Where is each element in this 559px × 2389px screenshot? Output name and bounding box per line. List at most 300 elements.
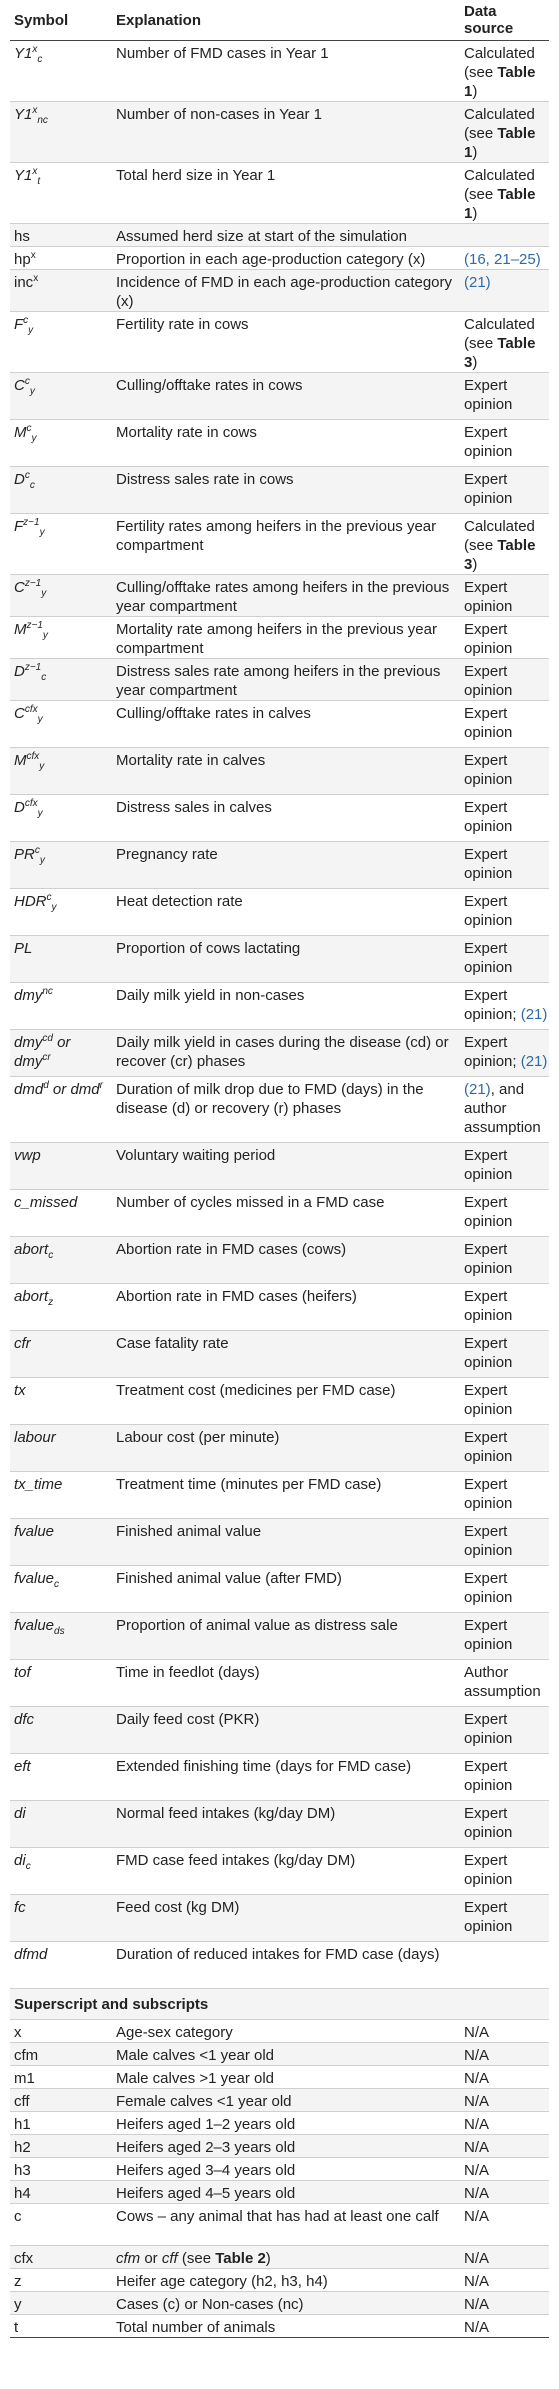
explanation-cell (112, 1030, 460, 1077)
table-row (10, 2204, 549, 2246)
symbol-subscript: y (39, 527, 45, 538)
explanation-cell (112, 2020, 460, 2043)
table-row (10, 1331, 549, 1378)
explanation-cell (112, 1942, 460, 1989)
table-row (10, 2135, 549, 2158)
source-cell (460, 312, 549, 373)
table-row (10, 2315, 549, 2338)
explanation-text: Distress sales rate in cows (116, 471, 294, 488)
symbol-superscript: nc (42, 986, 53, 997)
source-cell: N/A (460, 2135, 549, 2158)
explanation-cell (112, 163, 460, 224)
symbol-superscript: c (26, 423, 32, 434)
source-cell (460, 1331, 549, 1378)
reference-link: (21) (464, 274, 491, 291)
table-reference: Table 1 (464, 125, 536, 161)
explanation-text: Daily milk yield in non-cases (116, 987, 305, 1004)
symbol-cell (10, 247, 112, 270)
explanation-text: Fertility rate in cows (116, 316, 249, 333)
table-row (10, 2112, 549, 2135)
source-text: Expert opinion (464, 1758, 513, 1794)
symbol-cell (10, 1030, 112, 1077)
table-row (10, 1754, 549, 1801)
table-row (10, 1472, 549, 1519)
table-row (10, 1801, 549, 1848)
symbol-superscript: r (99, 1080, 103, 1091)
source-cell (460, 1472, 549, 1519)
symbol-cell (10, 1237, 112, 1284)
symbol-base: fvalue (14, 1570, 55, 1587)
reference-link: (21) (520, 1053, 548, 1070)
explanation-text: Mortality rate in cows (116, 424, 257, 441)
source-text: ) (472, 144, 478, 161)
source-text: Expert opinion (464, 1476, 513, 1512)
symbol-base: labour (14, 1429, 56, 1446)
source-text: Expert opinion (464, 1852, 513, 1888)
explanation-text: Assumed herd size at start of the simulation (116, 228, 407, 245)
source-cell (460, 247, 549, 270)
symbol-cell (10, 1472, 112, 1519)
symbol-base: dmy (14, 1053, 43, 1070)
symbol-subscript: y (39, 855, 45, 866)
symbol-cell: cfx (10, 2246, 112, 2269)
explanation-text: Culling/offtake rates among heifers in the previous year compartment (116, 579, 450, 615)
explanation-cell (112, 2135, 460, 2158)
symbol-base: Y1 (14, 167, 33, 184)
table-row (10, 2043, 549, 2066)
symbol-superscript: cfx (24, 704, 38, 715)
source-text: Expert opinion (464, 1288, 513, 1324)
source-cell: N/A (460, 2292, 549, 2315)
source-text: Expert opinion (464, 621, 513, 657)
symbol-subscript: c (29, 480, 35, 491)
explanation-cell (112, 1143, 460, 1190)
symbol-subscript: c (41, 672, 47, 683)
explanation-text: Daily feed cost (PKR) (116, 1711, 260, 1728)
source-cell (460, 842, 549, 889)
table-row (10, 247, 549, 270)
explanation-cell (112, 748, 460, 795)
table-row (10, 1895, 549, 1942)
explanation-cell (112, 373, 460, 420)
explanation-text: Heifers aged 3–4 years old (116, 2162, 296, 2179)
explanation-text: Duration of milk drop due to FMD (days) in the disease (d) or recovery (r) phases (116, 1081, 424, 1117)
symbol-superscript: c (34, 845, 40, 856)
symbol-cell: z (10, 2269, 112, 2292)
symbol-cell (10, 1425, 112, 1472)
explanation-text: Incidence of FMD in each age-production category (x) (116, 274, 453, 310)
table-row (10, 1425, 549, 1472)
explanation-cell (112, 224, 460, 247)
table-row (10, 701, 549, 748)
symbol-superscript: c (24, 376, 30, 387)
explanation-cell (112, 1425, 460, 1472)
section-label: Superscript and subscripts (10, 1989, 549, 2020)
explanation-text: Number of non-cases in Year 1 (116, 106, 322, 123)
symbol-base: hs (14, 228, 30, 245)
explanation-text: FMD case feed intakes (kg/day DM) (116, 1852, 356, 1869)
symbol-subscript: y (28, 325, 34, 336)
symbol-cell: y (10, 2292, 112, 2315)
table-row (10, 224, 549, 247)
symbol-subscript: y (37, 808, 43, 819)
table-row (10, 1030, 549, 1077)
symbol-cell (10, 1848, 112, 1895)
explanation-text: Distress sales rate among heifers in the previous year compartment (116, 663, 441, 699)
explanation-cell (112, 617, 460, 659)
source-cell (460, 467, 549, 514)
source-cell (460, 889, 549, 936)
source-cell (460, 701, 549, 748)
source-text: Calculated (see (464, 45, 535, 81)
source-text: Expert opinion (464, 377, 513, 413)
explanation-cell (112, 247, 460, 270)
explanation-text: Heifer age category (h2, h3, h4) (116, 2273, 328, 2290)
explanation-cell (112, 1237, 460, 1284)
symbol-base: tx (14, 1382, 26, 1399)
explanation-text: Voluntary waiting period (116, 1147, 276, 1164)
explanation-cell (112, 1190, 460, 1237)
source-cell (460, 1942, 549, 1989)
symbol-cell (10, 1284, 112, 1331)
symbol-base: cfr (14, 1335, 31, 1352)
table-row (10, 163, 549, 224)
source-text: Expert opinion (464, 424, 513, 460)
symbol-cell (10, 659, 112, 701)
source-text: Expert opinion (464, 663, 513, 699)
source-cell (460, 373, 549, 420)
symbol-cell (10, 1707, 112, 1754)
explanation-text: Mortality rate in calves (116, 752, 266, 769)
symbol-cell (10, 1660, 112, 1707)
symbol-superscript: x (32, 166, 38, 177)
explanation-text: Case fatality rate (116, 1335, 229, 1352)
symbol-cell (10, 373, 112, 420)
table-reference: Table 3 (464, 335, 536, 371)
source-cell (460, 1425, 549, 1472)
table-row (10, 41, 549, 102)
explanation-text: Number of cycles missed in a FMD case (116, 1194, 385, 1211)
source-text: Expert opinion; (464, 1034, 521, 1070)
symbol-base: dfmd (14, 1946, 48, 1963)
table-row (10, 795, 549, 842)
symbol-cell (10, 312, 112, 373)
symbol-cell (10, 270, 112, 312)
symbol-base: dmd (14, 1081, 44, 1098)
explanation-text: Normal feed intakes (kg/day DM) (116, 1805, 336, 1822)
symbol-cell (10, 467, 112, 514)
table-row (10, 312, 549, 373)
explanation-cell (112, 467, 460, 514)
source-cell (460, 983, 549, 1030)
source-cell (460, 1613, 549, 1660)
source-cell: N/A (460, 2269, 549, 2292)
source-cell (460, 102, 549, 163)
explanation-cell (112, 1331, 460, 1378)
explanation-cell (112, 1077, 460, 1143)
symbol-base: C (14, 705, 25, 722)
symbol-base: PL (14, 940, 33, 957)
explanation-cell (112, 2269, 460, 2292)
symbol-base: PR (14, 846, 35, 863)
symbol-base: M (14, 424, 27, 441)
symbol-base: fvalue (14, 1617, 55, 1634)
source-cell (460, 936, 549, 983)
source-cell (460, 514, 549, 575)
symbol-cell: m1 (10, 2066, 112, 2089)
explanation-cell (112, 795, 460, 842)
explanation-cell (112, 1801, 460, 1848)
table-row (10, 373, 549, 420)
symbol-superscript: cr (42, 1052, 51, 1063)
explanation-cell (112, 1378, 460, 1425)
table-row (10, 2246, 549, 2269)
table-reference: Table 3 (464, 537, 536, 573)
source-text: ) (472, 205, 478, 222)
table-row (10, 1848, 549, 1895)
symbol-base: eft (14, 1758, 31, 1775)
table-row (10, 2158, 549, 2181)
symbol-base: dmd (70, 1081, 100, 1098)
explanation-text: Proportion of cows lactating (116, 940, 301, 957)
source-cell (460, 795, 549, 842)
symbol-base: di (14, 1852, 26, 1869)
section-row (10, 1989, 549, 2020)
symbol-cell (10, 575, 112, 617)
source-cell (460, 1848, 549, 1895)
explanation-text: Age-sex category (116, 2024, 233, 2041)
table-row (10, 514, 549, 575)
table-row (10, 575, 549, 617)
symbol-cell: h4 (10, 2181, 112, 2204)
table-header-row (10, 0, 549, 41)
explanation-text: Treatment time (minutes per FMD case) (116, 1476, 382, 1493)
symbol-superscript: d (43, 1080, 49, 1091)
source-text: Expert opinion (464, 1194, 513, 1230)
symbol-cell (10, 701, 112, 748)
symbol-cell (10, 514, 112, 575)
source-text: Expert opinion (464, 705, 513, 741)
explanation-cell (112, 575, 460, 617)
explanation-cell (112, 2089, 460, 2112)
source-text: Expert opinion (464, 1899, 513, 1935)
symbol-table (10, 0, 549, 2338)
source-text: Expert opinion (464, 893, 513, 929)
source-text: Expert opinion (464, 471, 513, 507)
table-reference: Table 1 (464, 186, 536, 222)
source-text: Expert opinion (464, 579, 513, 615)
explanation-cell (112, 2043, 460, 2066)
symbol-base: F (14, 518, 24, 535)
symbol-base: dmy (14, 987, 43, 1004)
explanation-text: Treatment cost (medicines per FMD case) (116, 1382, 396, 1399)
explanation-cell (112, 983, 460, 1030)
explanation-cell (112, 1519, 460, 1566)
symbol-base: hp (14, 251, 31, 268)
explanation-cell (112, 2181, 460, 2204)
table-row (10, 617, 549, 659)
source-cell (460, 1519, 549, 1566)
symbol-superscript: cd (42, 1033, 53, 1044)
explanation-cell (112, 2292, 460, 2315)
explanation-text: Finished animal value (116, 1523, 262, 1540)
symbol-connector: or (52, 1034, 71, 1051)
explanation-cell (112, 2315, 460, 2338)
explanation-cell (112, 1848, 460, 1895)
source-cell: N/A (460, 2315, 549, 2338)
explanation-cell (112, 1754, 460, 1801)
symbol-base: F (14, 316, 24, 333)
source-cell: N/A (460, 2089, 549, 2112)
explanation-text: Culling/offtake rates in cows (116, 377, 303, 394)
explanation-cell (112, 102, 460, 163)
symbol-cell (10, 224, 112, 247)
table-row (10, 1284, 549, 1331)
symbol-subscript: y (37, 714, 43, 725)
source-text: ) (472, 354, 478, 371)
source-cell (460, 420, 549, 467)
symbol-base: di (14, 1805, 26, 1822)
symbol-cell (10, 748, 112, 795)
symbol-cell (10, 842, 112, 889)
explanation-text: Heat detection rate (116, 893, 243, 910)
explanation-text: Extended finishing time (days for FMD case) (116, 1758, 412, 1775)
explanation-cell (112, 312, 460, 373)
symbol-subscript: z (48, 1297, 54, 1308)
source-cell (460, 659, 549, 701)
explanation-cell (112, 41, 460, 102)
source-text: ) (472, 556, 478, 573)
source-text: Expert opinion (464, 1335, 513, 1371)
table-row (10, 842, 549, 889)
source-text: Expert opinion (464, 752, 513, 788)
explanation-text: Heifers aged 1–2 years old (116, 2116, 296, 2133)
reference-link: (21) (520, 1006, 548, 1023)
source-text: Expert opinion (464, 1711, 513, 1747)
source-cell: N/A (460, 2043, 549, 2066)
symbol-cell (10, 420, 112, 467)
source-cell (460, 224, 549, 247)
symbol-cell: h1 (10, 2112, 112, 2135)
source-cell (460, 1143, 549, 1190)
symbol-cell (10, 1895, 112, 1942)
symbol-subscript: y (29, 386, 35, 397)
symbol-base: HDR (14, 893, 47, 910)
explanation-cell (112, 1613, 460, 1660)
symbol-superscript: x (33, 273, 39, 284)
source-text: Expert opinion (464, 1429, 513, 1465)
symbol-base: M (14, 621, 27, 638)
table-row (10, 1707, 549, 1754)
explanation-cell (112, 2158, 460, 2181)
explanation-text: Male calves <1 year old (116, 2047, 274, 2064)
source-cell: N/A (460, 2112, 549, 2135)
explanation-cell (112, 420, 460, 467)
source-text: Author assumption (464, 1664, 541, 1700)
source-text: ) (472, 83, 478, 100)
symbol-base: Y1 (14, 106, 33, 123)
explanation-text: Heifers aged 4–5 years old (116, 2185, 296, 2202)
symbol-cell (10, 1378, 112, 1425)
table-row (10, 1378, 549, 1425)
source-text: Expert opinion (464, 940, 513, 976)
table-row (10, 1077, 549, 1143)
symbol-superscript: z−1 (24, 578, 42, 589)
explanation-cell (112, 1284, 460, 1331)
source-cell (460, 1190, 549, 1237)
source-cell: N/A (460, 2181, 549, 2204)
symbol-superscript: c (23, 315, 29, 326)
symbol-base: D (14, 663, 25, 680)
explanation-text: Daily milk yield in cases during the disease (cd) or recover (cr) phases (116, 1034, 449, 1070)
symbol-subscript: y (42, 630, 48, 641)
symbol-cell (10, 1143, 112, 1190)
explanation-cell (112, 2204, 460, 2246)
explanation-cell (112, 936, 460, 983)
explanation-text: Male calves >1 year old (116, 2070, 274, 2087)
source-cell: N/A (460, 2158, 549, 2181)
source-text: Expert opinion (464, 846, 513, 882)
explanation-cell (112, 659, 460, 701)
explanation-text: Proportion in each age-production category (x) (116, 251, 426, 268)
table-row (10, 1519, 549, 1566)
source-cell (460, 1754, 549, 1801)
source-text: Calculated (see (464, 106, 535, 142)
source-cell (460, 1284, 549, 1331)
table-row (10, 2020, 549, 2043)
source-text: Calculated (see (464, 518, 535, 554)
table-row (10, 748, 549, 795)
table-row (10, 1190, 549, 1237)
symbol-subscript: ds (54, 1626, 65, 1637)
symbol-cell: t (10, 2315, 112, 2338)
source-text: , and author assumption (464, 1081, 541, 1136)
symbol-subscript: c (25, 1861, 31, 1872)
source-text: Expert opinion (464, 1617, 513, 1653)
symbol-cell (10, 163, 112, 224)
symbol-superscript: cfx (24, 798, 38, 809)
symbol-cell (10, 795, 112, 842)
symbol-subscript: t (37, 176, 41, 187)
symbol-cell (10, 1077, 112, 1143)
table-row (10, 1942, 549, 1989)
symbol-base: C (14, 579, 25, 596)
symbol-cell: x (10, 2020, 112, 2043)
symbol-subscript: nc (37, 115, 48, 126)
explanation-cell (112, 1895, 460, 1942)
explanation-text: Fertility rates among heifers in the previous year compartment (116, 518, 437, 554)
explanation-cell (112, 1566, 460, 1613)
table-row (10, 270, 549, 312)
source-text: Expert opinion; (464, 987, 521, 1023)
explanation-text: Finished animal value (after FMD) (116, 1570, 342, 1587)
table-row (10, 983, 549, 1030)
source-cell (460, 1237, 549, 1284)
symbol-cell: h3 (10, 2158, 112, 2181)
explanation-cell (112, 2112, 460, 2135)
table-row (10, 420, 549, 467)
source-cell: N/A (460, 2020, 549, 2043)
symbol-connector: or (48, 1081, 71, 1098)
source-text: Calculated (see (464, 316, 535, 352)
explanation-text: ) (265, 2250, 271, 2267)
header-explanation: Explanation (112, 0, 460, 41)
explanation-text: Pregnancy rate (116, 846, 218, 863)
symbol-subscript: y (39, 761, 45, 772)
table-row (10, 2089, 549, 2112)
symbol-cell (10, 1801, 112, 1848)
explanation-text: Female calves <1 year old (116, 2093, 292, 2110)
